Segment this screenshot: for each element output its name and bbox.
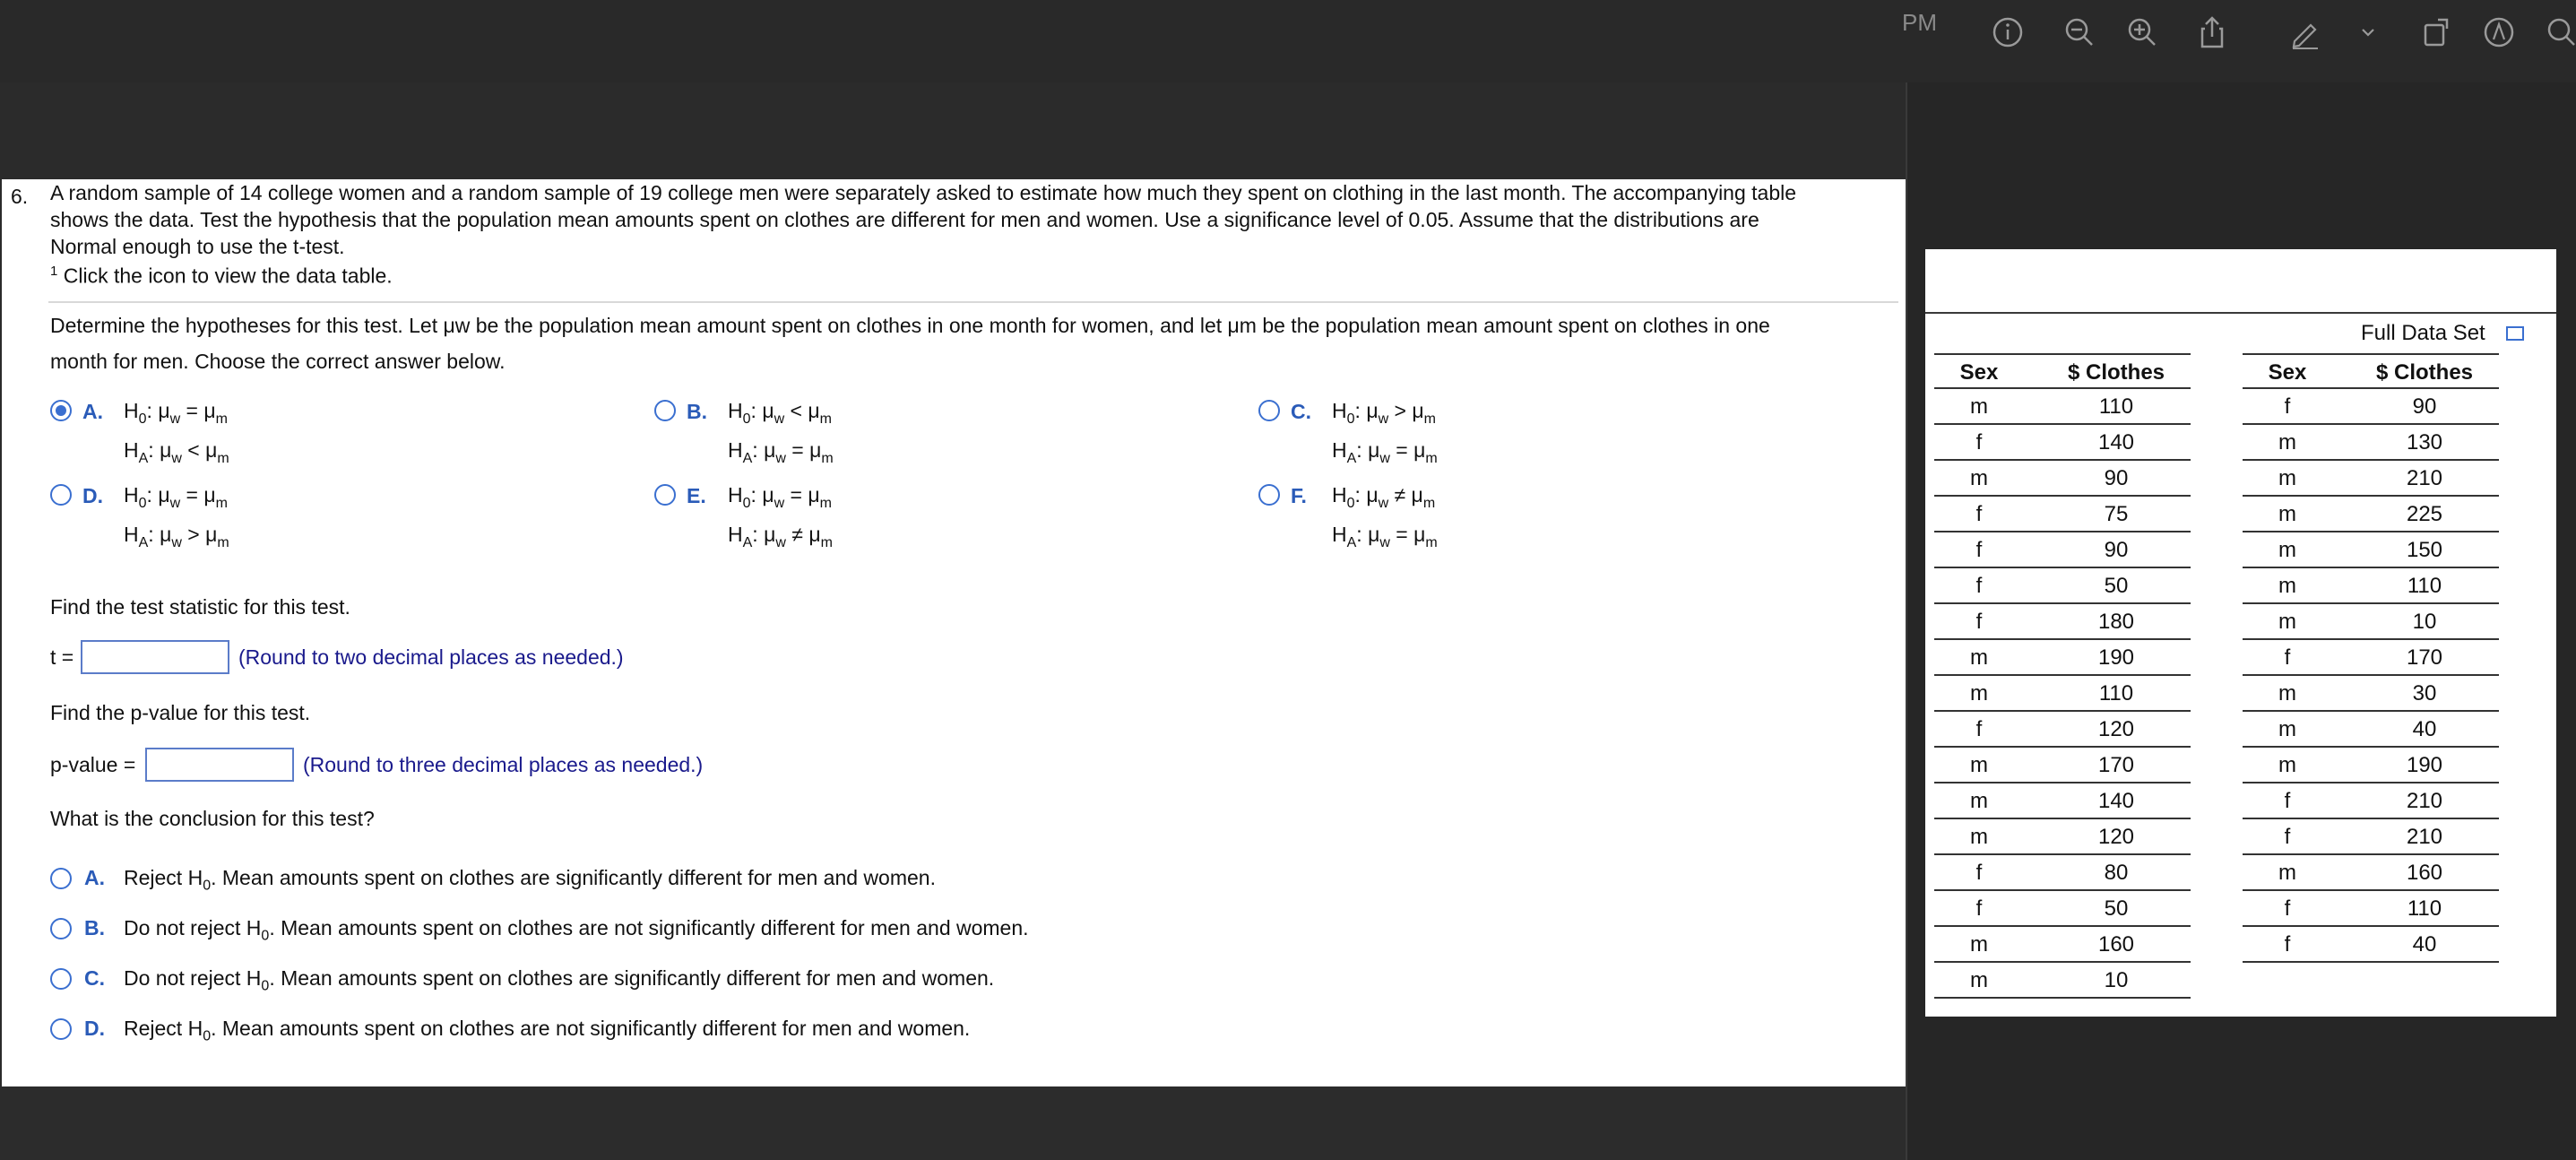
table-row (2243, 712, 2499, 748)
clothes-cell: 50 (2104, 574, 2129, 598)
sex-cell: f (2284, 932, 2291, 957)
alternative-hypothesis: $H_A$: $\mu_w = \mu_m$ (728, 438, 834, 466)
table-row (1934, 891, 2191, 927)
table-row (1934, 497, 2191, 532)
zoom-out-icon[interactable] (2062, 14, 2097, 50)
hypothesis-option-label[interactable]: F. (1291, 484, 1307, 507)
hypotheses-prompt-line2: month for men. Choose the correct answer below. (50, 350, 506, 373)
conclusion-radio-c[interactable] (50, 968, 72, 990)
sex-cell: f (1975, 502, 1983, 526)
sex-cell: m (2278, 466, 2296, 490)
null-hypothesis: $H_0$: $\mu_w = \mu_m$ (728, 483, 832, 511)
table-row (2243, 568, 2499, 604)
sex-cell: f (2284, 789, 2291, 813)
table-row (2243, 783, 2499, 819)
table-row (1934, 640, 2191, 676)
clothes-cell: 110 (2407, 896, 2442, 921)
sex-cell: m (1970, 394, 1988, 419)
hypothesis-radio-e[interactable] (654, 484, 676, 506)
markup-pen-icon[interactable] (2287, 14, 2323, 50)
question-intro-line1: A random sample of 14 college women and a random sample of 19 college men were separately asked to estimate how much they spent on clothing in the last month. The accompanying table (50, 181, 1797, 204)
sex-cell: f (1975, 896, 1983, 921)
rotate-icon[interactable] (2418, 14, 2454, 50)
column-header: $ Clothes (2375, 360, 2474, 385)
clothes-cell: 120 (2097, 717, 2135, 741)
footnote-mark: 1 (50, 264, 58, 279)
clothes-cell: 30 (2412, 681, 2437, 706)
sex-cell: m (2278, 681, 2296, 706)
clothes-cell: 110 (2098, 394, 2134, 419)
clothes-cell: 10 (2412, 610, 2437, 634)
sex-cell: m (1970, 968, 1988, 992)
conclusion-radio-b[interactable] (50, 918, 72, 939)
viewer-toolbar (0, 0, 2576, 82)
table-row (2243, 425, 2499, 461)
clothes-cell: 150 (2406, 538, 2443, 562)
table-row (2243, 891, 2499, 927)
sex-cell: m (1970, 753, 1988, 777)
sex-cell: m (1970, 466, 1988, 490)
conclusion-option-label[interactable]: C. (84, 966, 105, 990)
question-number: 6. (11, 185, 29, 208)
table-header-row (1934, 353, 2191, 389)
hypothesis-radio-a[interactable] (50, 400, 72, 421)
conclusion-option-text[interactable]: Reject $H_0$. Mean amounts spent on clothes are significantly different for men and women. (124, 866, 936, 894)
hypotheses-prompt-line1: Determine the hypotheses for this test. Let μw be the population mean amount spent on clothes in one month for women, and let μm be the population mean amount spent on clothes in one (50, 314, 1770, 337)
table-row (2243, 676, 2499, 712)
table-row (1934, 819, 2191, 855)
footnote[interactable] (50, 258, 393, 290)
conclusion-option-text[interactable]: Reject $H_0$. Mean amounts spent on clothes are not significantly different for men and women. (124, 1017, 971, 1044)
null-hypothesis: $H_0$: $\mu_w = \mu_m$ (124, 483, 228, 511)
clock-fragment: PM (1902, 9, 1937, 36)
clothes-cell: 90 (2104, 538, 2129, 562)
sex-cell: m (1970, 825, 1988, 849)
sex-cell: f (1975, 430, 1983, 454)
info-icon[interactable] (1990, 14, 2026, 50)
clothes-cell: 75 (2104, 502, 2129, 526)
sex-cell: f (2284, 394, 2291, 419)
page-margin-bottom (0, 1086, 1906, 1160)
table-row (1934, 604, 2191, 640)
hypothesis-option-label[interactable]: A. (82, 400, 103, 423)
sex-cell: m (1970, 645, 1988, 670)
table-row (2243, 604, 2499, 640)
clothes-cell: 80 (2104, 861, 2129, 885)
question-panel (2, 179, 1906, 1086)
table-row (1934, 963, 2191, 999)
sex-cell: f (1975, 717, 1983, 741)
alternative-hypothesis: $H_A$: $\mu_w = \mu_m$ (1332, 523, 1438, 550)
table-row (1934, 783, 2191, 819)
data-window-header (1925, 249, 2556, 314)
table-row (2243, 640, 2499, 676)
sex-cell: m (2278, 538, 2296, 562)
sex-cell: m (2278, 717, 2296, 741)
sex-cell: f (2284, 896, 2291, 921)
null-hypothesis: $H_0$: $\mu_w \ne \mu_m$ (1332, 483, 1436, 511)
chevron-down-icon[interactable] (2350, 14, 2386, 50)
sex-cell: m (1970, 681, 1988, 706)
alternative-hypothesis: $H_A$: $\mu_w < \mu_m$ (124, 438, 229, 466)
question-intro-line3: Normal enough to use the t-test. (50, 235, 345, 258)
t-answer-input[interactable] (81, 640, 229, 674)
clothes-cell: 190 (2406, 753, 2443, 777)
p-answer-input[interactable] (145, 748, 294, 782)
column-header: Sex (2268, 360, 2307, 385)
alternative-hypothesis: $H_A$: $\mu_w = \mu_m$ (1332, 438, 1438, 466)
clothes-cell: 190 (2097, 645, 2135, 670)
hypothesis-option-label[interactable]: C. (1291, 400, 1311, 423)
conclusion-option-label[interactable]: A. (84, 866, 105, 889)
table-row (2243, 819, 2499, 855)
hypothesis-radio-b[interactable] (654, 400, 676, 421)
table-row (2243, 497, 2499, 532)
null-hypothesis: $H_0$: $\mu_w < \mu_m$ (728, 399, 832, 427)
table-row (1934, 425, 2191, 461)
clothes-cell: 225 (2406, 502, 2443, 526)
table-row (1934, 748, 2191, 783)
clothes-cell: 160 (2097, 932, 2135, 957)
clothes-cell: 170 (2406, 645, 2443, 670)
data-table-left (1934, 353, 2191, 999)
clothes-cell: 110 (2407, 574, 2442, 598)
sex-cell: m (2278, 574, 2296, 598)
sex-cell: m (1970, 789, 1988, 813)
clothes-cell: 110 (2098, 681, 2134, 706)
table-row (2243, 389, 2499, 425)
clothes-cell: 210 (2406, 789, 2443, 813)
sex-cell: f (2284, 825, 2291, 849)
sex-cell: m (2278, 610, 2296, 634)
popout-icon[interactable] (2506, 326, 2524, 341)
alternative-hypothesis: $H_A$: $\mu_w \ne \mu_m$ (728, 523, 833, 550)
clothes-cell: 130 (2406, 430, 2443, 454)
table-row (1934, 855, 2191, 891)
p-hint: (Round to three decimal places as needed.) (303, 753, 704, 776)
table-row (2243, 532, 2499, 568)
conclusion-option-label[interactable]: D. (84, 1017, 105, 1040)
share-icon[interactable] (2194, 14, 2230, 50)
alternative-hypothesis: $H_A$: $\mu_w > \mu_m$ (124, 523, 229, 550)
clothes-cell: 170 (2097, 753, 2135, 777)
sex-cell: m (2278, 502, 2296, 526)
hypothesis-option-label[interactable]: D. (82, 484, 103, 507)
conclusion-prompt: What is the conclusion for this test? (50, 807, 375, 830)
sex-cell: m (2278, 753, 2296, 777)
t-label: t = (50, 645, 74, 669)
clothes-cell: 40 (2412, 717, 2437, 741)
clothes-cell: 50 (2104, 896, 2129, 921)
conclusion-radio-d[interactable] (50, 1018, 72, 1040)
clothes-cell: 210 (2406, 466, 2443, 490)
t-hint: (Round to two decimal places as needed.) (238, 645, 624, 669)
zoom-in-icon[interactable] (2124, 14, 2160, 50)
table-row (1934, 461, 2191, 497)
hypothesis-radio-d[interactable] (50, 484, 72, 506)
null-hypothesis: $H_0$: $\mu_w > \mu_m$ (1332, 399, 1436, 427)
table-row (2243, 461, 2499, 497)
sex-cell: f (1975, 861, 1983, 885)
table-row (2243, 927, 2499, 963)
conclusion-option-label[interactable]: B. (84, 916, 105, 939)
hypothesis-option-label[interactable]: B. (687, 400, 707, 423)
conclusion-radio-a[interactable] (50, 868, 72, 889)
conclusion-option-text[interactable]: Do not reject $H_0$. Mean amounts spent on clothes are significantly different for men and women. (124, 966, 995, 994)
clothes-cell: 40 (2412, 932, 2437, 957)
table-row (1934, 389, 2191, 425)
page-margin-top (0, 82, 1906, 179)
clothes-cell: 10 (2104, 968, 2129, 992)
sex-cell: f (1975, 610, 1983, 634)
clothes-cell: 120 (2097, 825, 2135, 849)
sex-cell: m (1970, 932, 1988, 957)
search-icon[interactable] (2544, 14, 2576, 50)
sex-cell: f (1975, 538, 1983, 562)
clothes-cell: 210 (2406, 825, 2443, 849)
table-row (2243, 748, 2499, 783)
sex-cell: m (2278, 861, 2296, 885)
test-statistic-prompt: Find the test statistic for this test. (50, 595, 350, 619)
clothes-cell: 90 (2412, 394, 2437, 419)
divider (48, 301, 1898, 303)
table-row (2243, 855, 2499, 891)
p-value-prompt: Find the p-value for this test. (50, 701, 311, 724)
null-hypothesis: $H_0$: $\mu_w = \mu_m$ (124, 399, 228, 427)
data-table-title: Full Data Set (2361, 321, 2485, 345)
sex-cell: m (2278, 430, 2296, 454)
clothes-cell: 180 (2097, 610, 2135, 634)
table-header-row (2243, 353, 2499, 389)
clothes-cell: 160 (2406, 861, 2443, 885)
clothes-cell: 140 (2097, 430, 2135, 454)
p-label: p-value = (50, 753, 136, 776)
question-intro-line2: shows the data. Test the hypothesis that the population mean amounts spent on clothes are different for men and women. Use a significance level of 0.05. Assume that the distributions are (50, 208, 1759, 231)
hypothesis-radio-c[interactable] (1258, 400, 1280, 421)
table-row (1934, 712, 2191, 748)
hypothesis-radio-f[interactable] (1258, 484, 1280, 506)
annotate-icon[interactable] (2481, 14, 2517, 50)
conclusion-option-text[interactable]: Do not reject $H_0$. Mean amounts spent on clothes are not significantly different for men and women. (124, 916, 1029, 944)
clothes-cell: 140 (2097, 789, 2135, 813)
sex-cell: f (2284, 645, 2291, 670)
sex-cell: f (1975, 574, 1983, 598)
column-header: Sex (1959, 360, 1999, 385)
table-row (1934, 568, 2191, 604)
clothes-cell: 90 (2104, 466, 2129, 490)
footnote-text: Click the icon to view the data table. (63, 264, 393, 288)
table-row (1934, 676, 2191, 712)
table-row (1934, 532, 2191, 568)
column-header: $ Clothes (2067, 360, 2165, 385)
hypothesis-option-label[interactable]: E. (687, 484, 706, 507)
data-table-window (1925, 249, 2556, 1017)
table-row (1934, 927, 2191, 963)
data-table-right (2243, 353, 2499, 963)
